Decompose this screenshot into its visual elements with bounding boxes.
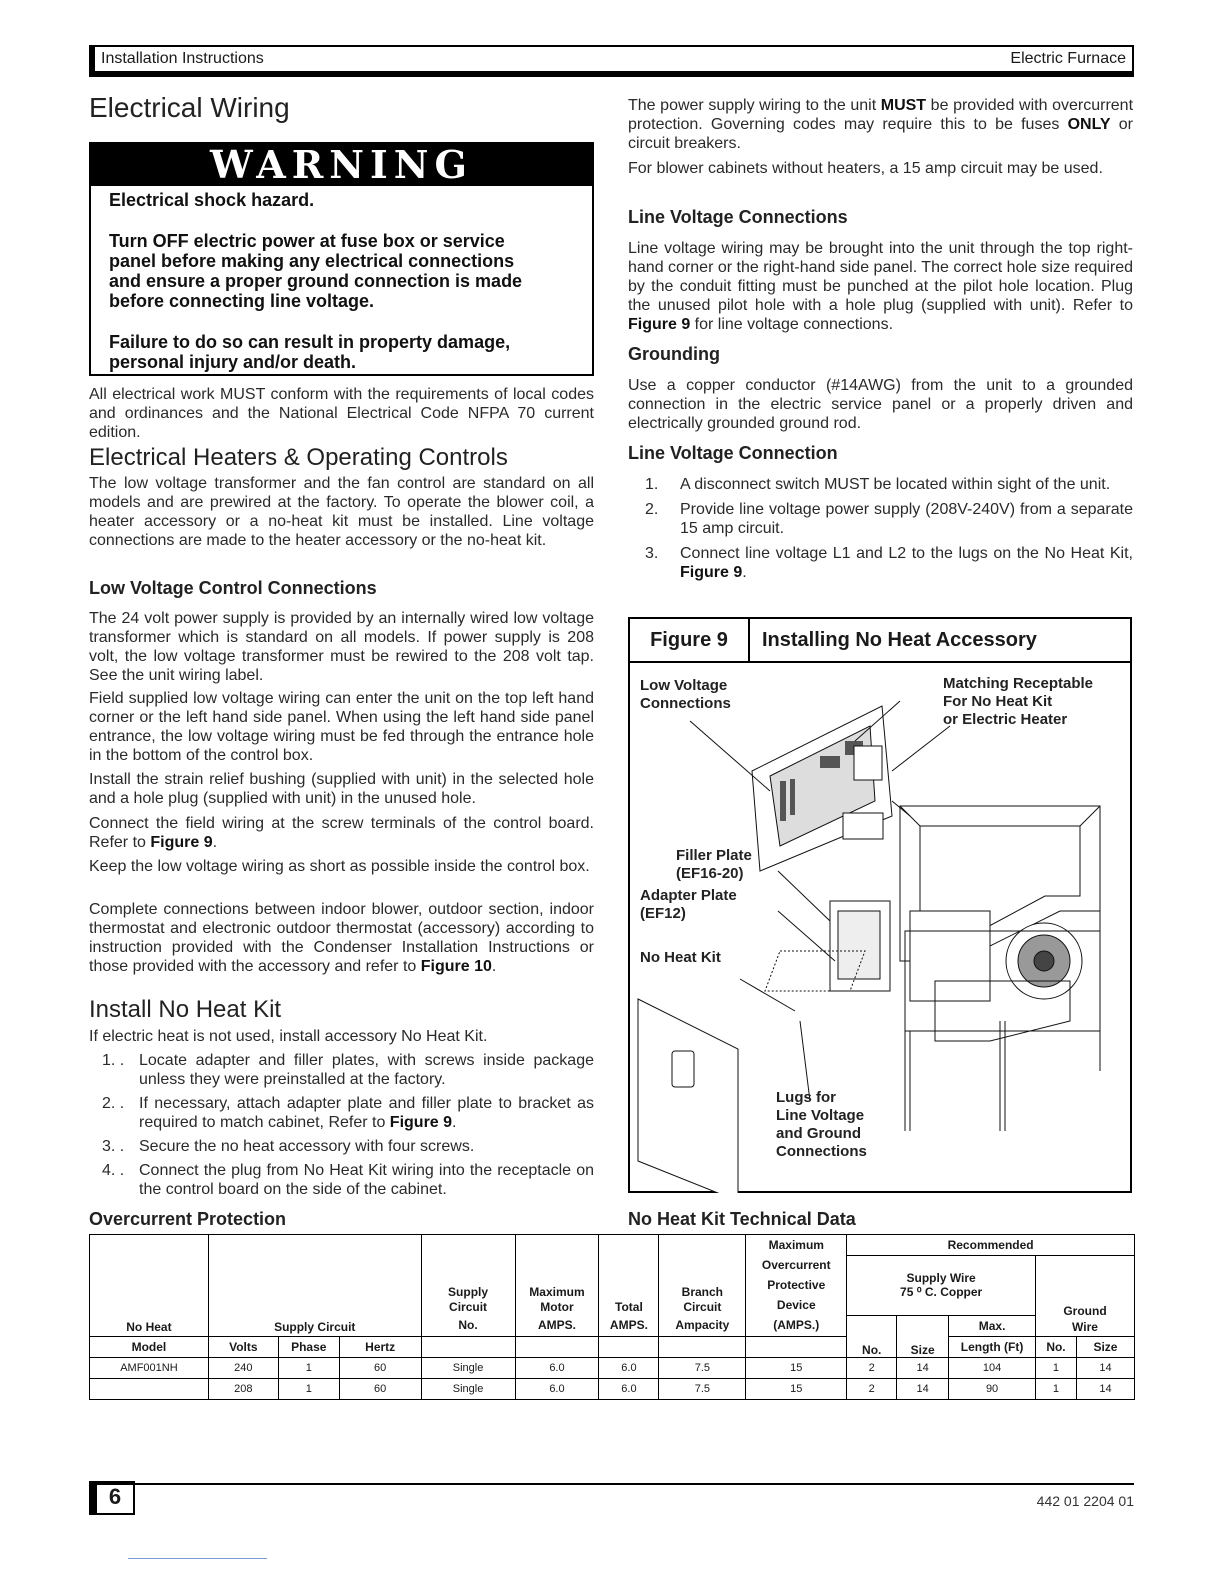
warning-line-turn-off-2: panel before making any electrical connections (109, 251, 515, 271)
col-header-ground-wire: Ground Wire (1036, 1256, 1135, 1337)
paragraph-low-voltage-3: Install the strain relief bushing (supplied with unit) in the selected hole and a hole plug (supplied with unit) in the unused hole. (89, 771, 594, 807)
side-panel (638, 999, 738, 1193)
paragraph-heaters: The low voltage transformer and the fan control are standard on all models and are prewired at the factory. To operate the blower coil, a heater accessory or a no-heat kit must be installed. Line voltage connections are made to the heater accessory or the no-heat kit. (89, 475, 594, 549)
warning-line-turn-off-4: before connecting line voltage. (109, 291, 375, 311)
paragraph-low-voltage-1: The 24 volt power supply is provided by an internally wired low voltage transformer which is standard on all models. If power supply is 208 volt, the low voltage transformer must be rewired to the 208 volt tap. See the unit wiring label. (89, 610, 594, 684)
heading-low-voltage-control: Low Voltage Control Connections (89, 578, 377, 598)
list-item: 2. . If necessary, attach adapter plate and filler plate to bracket as required to match cabinet, Refer to Figure 9. (102, 1095, 594, 1131)
col-header-branch-2: Ampacity (659, 1315, 746, 1336)
col-header-total: Total (599, 1235, 659, 1316)
no-heat-kit-illustration (630, 661, 1130, 1193)
paragraph-low-voltage-6: Complete connections between indoor blower, outdoor section, indoor thermostat and electronic outdoor thermostat (accessory) according to instruction provided with the Condenser Installation Instructions or those provided with the accessory and refer to Figure 10. (89, 901, 594, 975)
header-left-title: Installation Instructions (101, 50, 264, 67)
col-header-circuit-no-2: No. (421, 1315, 515, 1336)
list-item: 3. Connect line voltage L1 and L2 to the lugs on the No Heat Kit, Figure 9. (645, 545, 1133, 581)
heading-grounding: Grounding (628, 344, 720, 364)
figure-9-ref: Figure 9 (150, 834, 213, 851)
list-item: 1. . Locate adapter and filler plates, with screws inside package unless they were preinstalled at the factory. (102, 1052, 594, 1088)
label-no-heat-kit: No Heat Kit (640, 949, 721, 966)
paragraph-low-voltage-2: Field supplied low voltage wiring can enter the unit on the top left hand corner or the left hand side panel. When using the left hand side panel entrance, the low voltage wiring must be fed through the entrance hole in the bottom of the control box. (89, 690, 594, 764)
heading-install-no-heat-kit: Install No Heat Kit (89, 996, 282, 1023)
page-header (89, 45, 1134, 73)
section-title-electrical-wiring: Electrical Wiring (89, 92, 290, 123)
heading-line-voltage-connection: Line Voltage Connection (628, 443, 838, 463)
paragraph-install-intro: If electric heat is not used, install accessory No Heat Kit. (89, 1028, 488, 1045)
paragraph-blower-cabinets: For blower cabinets without heaters, a 15 amp circuit may be used. (628, 160, 1103, 177)
col-header-blank (515, 1336, 599, 1357)
list-item: 4. . Connect the plug from No Heat Kit wiring into the receptacle on the control board on the side of the cabinet. (102, 1162, 594, 1198)
paragraph-low-voltage-5: Keep the low voltage wiring as short as possible inside the control box. (89, 858, 590, 875)
heading-tech-data: No Heat Kit Technical Data (628, 1209, 856, 1229)
paragraph-conform: All electrical work MUST conform with the requirements of local codes and ordinances and the National Electrical Code NFPA 70 current edition. (89, 386, 594, 441)
col-header-size: Size (897, 1315, 949, 1357)
col-header-branch: Branch Circuit (659, 1235, 746, 1316)
paragraph-line-voltage: Line voltage wiring may be brought into the unit through the top right-hand corner or the right-hand side panel. The correct hole size required by the conduit fitting must be punched at the pilot hole location. Plug the unused pilot hole with a hole plug (supplied with unit). Refer to Figure 9 for line voltage connections. (628, 240, 1133, 333)
control-box (910, 911, 990, 1001)
warning-line-failure-2: personal injury and/or death. (109, 352, 357, 372)
document-number: 442 01 2204 01 (1036, 1493, 1134, 1509)
relay-block (843, 813, 883, 839)
warning-line-turn-off-1: Turn OFF electric power at fuse box or service (109, 231, 505, 251)
receptacle-block (854, 746, 882, 780)
col-header-model-2: Model (90, 1336, 209, 1357)
figure-number: Figure 9 (630, 619, 750, 661)
table-row: 208 1 60 Single 6.0 6.0 7.5 15 2 14 90 1 14 (90, 1378, 1135, 1399)
col-header-ground-no: No. (1036, 1336, 1077, 1357)
col-header-motor: Maximum Motor (515, 1235, 599, 1316)
paragraph-power-supply: The power supply wiring to the unit MUST be provided with overcurrent protection. Governing codes may require this to be fuses ONLY or circuit breakers. (628, 97, 1134, 152)
footer-rule (89, 1483, 1134, 1485)
warning-banner: WARNING (91, 144, 592, 186)
col-header-supply-circuit: Supply Circuit (208, 1235, 421, 1337)
label-receptacle: Matching Receptable For No Heat Kit or Electric Heater (943, 675, 1094, 728)
figure-title: Installing No Heat Accessory (762, 629, 1037, 651)
warning-line-failure-1: Failure to do so can result in property damage, (109, 332, 511, 352)
install-steps-list (102, 1051, 594, 1199)
header-right-title: Electric Furnace (1010, 50, 1126, 67)
col-header-volts: Volts (208, 1336, 278, 1357)
label-filler-plate: Filler Plate (EF16-20) (676, 847, 752, 882)
col-header-circuit-no: Supply Circuit (421, 1235, 515, 1316)
col-header-max-ocp: Maximum Overcurrent Protective Device (746, 1235, 847, 1316)
figure-10-ref: Figure 10 (420, 958, 492, 975)
col-header-max-ocp-2: (AMPS.) (746, 1315, 847, 1336)
col-header-blank (599, 1336, 659, 1357)
page-number: 6 (89, 1481, 135, 1515)
warning-line-shock: Electrical shock hazard. (109, 190, 315, 210)
line-voltage-steps-list (645, 475, 1133, 582)
tech-data-table (89, 1234, 1135, 1400)
label-adapter-plate: Adapter Plate (EF12) (640, 887, 737, 922)
label-low-voltage: Low Voltage Connections (640, 677, 731, 712)
blue-rule (128, 1558, 267, 1559)
heading-line-voltage-connections: Line Voltage Connections (628, 207, 848, 227)
paragraph-low-voltage-4: Connect the field wiring at the screw terminals of the control board. Refer to Figure 9. (89, 815, 594, 851)
col-header-blank (421, 1336, 515, 1357)
col-header-motor-2: AMPS. (515, 1315, 599, 1336)
heading-overcurrent-protection: Overcurrent Protection (89, 1209, 287, 1229)
col-header-model: No Heat (90, 1235, 209, 1337)
col-header-phase: Phase (278, 1336, 339, 1357)
col-header-ground-size: Size (1076, 1336, 1134, 1357)
warning-line-turn-off-3: and ensure a proper ground connection is made (109, 271, 523, 291)
col-header-blank (746, 1336, 847, 1357)
col-header-no: No. (847, 1315, 897, 1357)
col-header-blank (659, 1336, 746, 1357)
warning-box (89, 142, 594, 376)
header-rule (89, 73, 1134, 77)
figure-header (630, 619, 1130, 663)
col-header-recommended: Recommended (847, 1235, 1135, 1256)
col-header-supply-wire: Supply Wire 75 ⁰ C. Copper (847, 1256, 1036, 1316)
col-header-max: Max. (949, 1315, 1036, 1336)
list-item: 1. A disconnect switch MUST be located within sight of the unit. (645, 476, 1111, 493)
heading-heaters-controls: Electrical Heaters & Operating Controls (89, 444, 508, 471)
list-item: 2. Provide line voltage power supply (208V-240V) from a separate 15 amp circuit. (645, 501, 1133, 537)
list-item: 3. . Secure the no heat accessory with four screws. (102, 1138, 475, 1155)
col-header-hertz: Hertz (339, 1336, 421, 1357)
figure-9 (628, 617, 1132, 1193)
label-lugs: Lugs for Line Voltage and Ground Connections (776, 1089, 867, 1160)
col-header-total-2: AMPS. (599, 1315, 659, 1336)
paragraph-grounding: Use a copper conductor (#14AWG) from the unit to a grounded connection in the electric service panel or a properly driven and electrically grounded ground rod. (628, 377, 1133, 432)
table-row: AMF001NH 240 1 60 Single 6.0 6.0 7.5 15 2 14 104 1 14 (90, 1357, 1135, 1378)
col-header-length: Length (Ft) (949, 1336, 1036, 1357)
